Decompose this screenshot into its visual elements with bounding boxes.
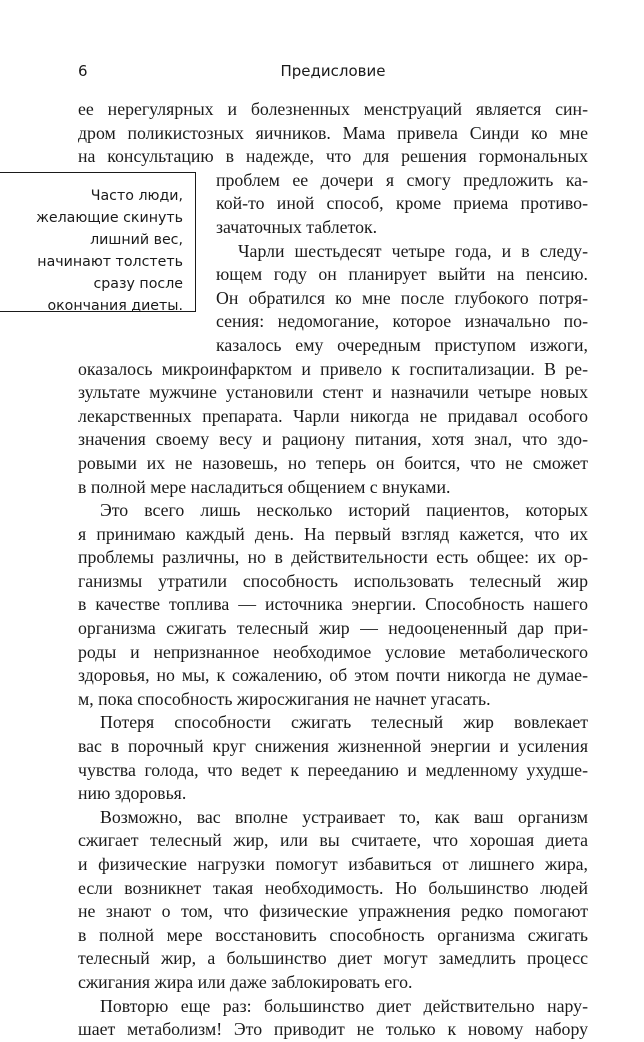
text-line: в полной мере насладиться общением с внуками. — [78, 476, 451, 497]
text-line: сжигает телесный жир, или вы считаете, что хорошая диета — [78, 830, 588, 851]
text-line: Чарли шестьдесят четыре года, и в следу- — [238, 240, 588, 261]
page-number: 6 — [78, 62, 88, 80]
text-line: сения: недомогание, которое изначально по- — [216, 311, 588, 332]
text-line: чувства голода, что ведет к перееданию и медленному ухудше- — [78, 759, 588, 780]
text-line: в качестве топлива — источника энергии. Способность нашего — [78, 594, 588, 615]
text-line: казалось ему очередным приступом изжоги, — [216, 334, 588, 355]
text-line: Повторю еще раз: большинство диет действительно нару- — [100, 995, 588, 1016]
text-line: проблем ее дочери я смогу предложить ка- — [216, 169, 588, 190]
text-line: значения своему весу и рациону питания, хотя знал, что здо- — [78, 429, 588, 450]
text-line: Это всего лишь несколько историй пациентов, которых — [100, 500, 588, 521]
text-line: ее нерегулярных и болезненных менструаций является син- — [78, 99, 588, 119]
sidebar-quote-line: Часто люди, — [90, 188, 183, 204]
text-line: Он обратился ко мне после глубокого потря- — [216, 287, 588, 308]
text-line: дром поликистозных яичников. Мама привела Синди ко мне — [78, 122, 588, 143]
text-line: ровыми их не назовешь, но теперь он боится, что не сможет — [78, 452, 588, 473]
text-line: я принимаю каждый день. На первый взгляд кажется, что их — [78, 523, 588, 544]
sidebar-quote-line: желающие скинуть — [36, 210, 183, 226]
text-line: роды и непризнанное необходимое условие метаболического — [78, 641, 588, 662]
text-line: проблемы различны, но в действительности есть общее: их ор- — [78, 547, 588, 568]
text-line: Потеря способности сжигать телесный жир вовлекает — [100, 712, 588, 733]
text-line: зультате мужчине установили стент и назначили четыре новых — [78, 382, 588, 403]
text-line: ганизмы утратили способность использовать телесный жир — [78, 570, 588, 591]
text-line: кой-то иной способ, кроме приема противо- — [216, 193, 588, 214]
sidebar-quote-line: лишний вес, — [90, 232, 183, 248]
text-line: оказалось микроинфарктом и привело к госпитализации. В ре- — [78, 358, 588, 379]
text-line: м, пока способность жиросжигания не начнет угасать. — [78, 688, 491, 709]
text-line: не знают о том, что физические упражнения редко помогают — [78, 901, 588, 922]
text-line: в полной мере восстановить способность организма сжигать — [78, 924, 588, 945]
text-line: здоровья, но мы, к сожалению, об этом почти никогда не думае- — [78, 665, 588, 686]
sidebar-quote-line: сразу после — [93, 276, 183, 292]
text-line: телесный жир, а большинство диет могут замедлить процесс — [78, 948, 588, 969]
text-line: и физические нагрузки помогут избавиться от лишнего жира, — [78, 854, 588, 874]
text-line: вас в порочный круг снижения жизненной энергии и усиления — [78, 736, 588, 757]
text-line: Возможно, вас вполне устраивает то, как ваш организм — [100, 806, 588, 827]
running-title: Предисловие — [280, 62, 386, 80]
text-line: шает метаболизм! Это приводит не только к новому набору — [78, 1019, 588, 1040]
body-text — [78, 98, 588, 1042]
sidebar-quote-line: начинают толстеть — [37, 254, 183, 270]
text-line: организма сжигать телесный жир — недооцененный дар при- — [78, 618, 588, 639]
sidebar-quote-line: окончания диеты. — [47, 298, 183, 314]
text-line: сжигания жира или даже заблокировать его. — [78, 971, 413, 992]
text-line: ющем году он планирует выйти на пенсию. — [216, 264, 588, 285]
text-line: если возникнет такая необходимость. Но большинство людей — [78, 877, 588, 898]
text-line: нию здоровья. — [78, 783, 187, 804]
text-line: зачаточных таблеток. — [216, 216, 378, 237]
text-line: на консультацию в надежде, что для решения гормональных — [78, 146, 588, 167]
text-line: лекарственных препарата. Чарли никогда не придавал особого — [78, 405, 588, 426]
